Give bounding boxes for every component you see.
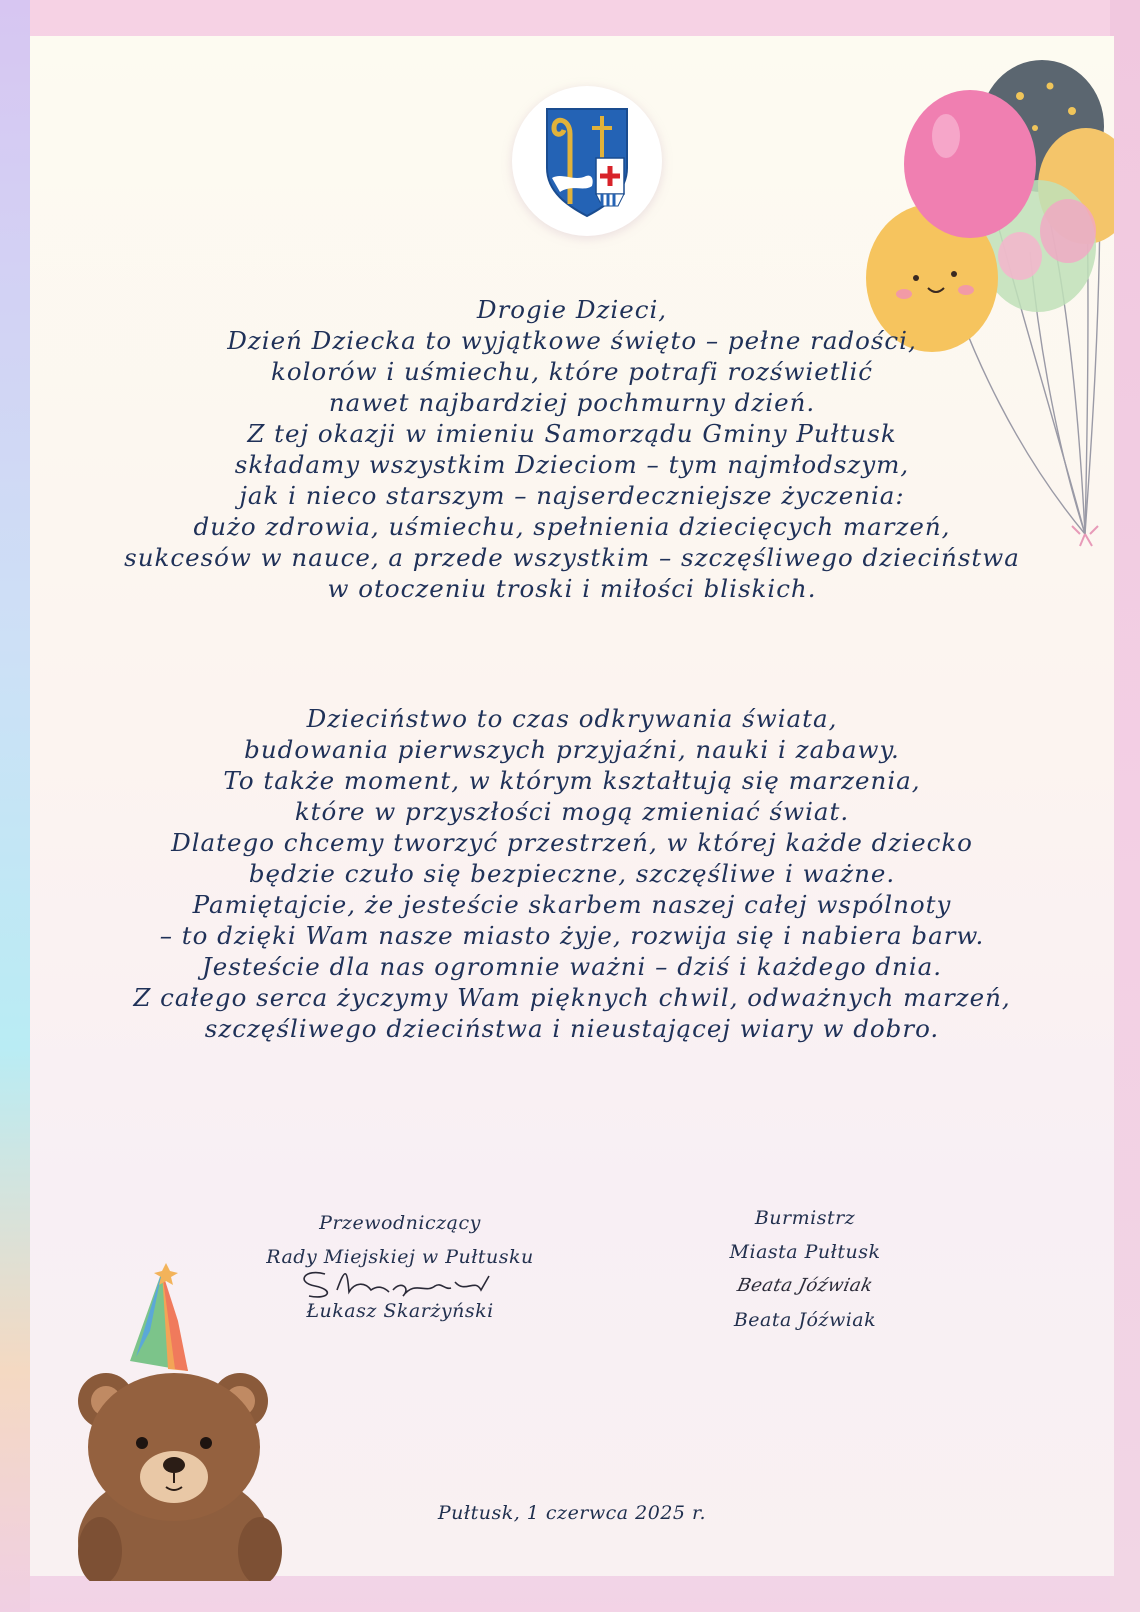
letter-line: To także moment, w którym kształtują się marzenia, <box>223 766 921 795</box>
letter-line: – to dzięki Wam nasze miasto żyje, rozwija się i nabiera barw. <box>159 921 985 950</box>
decorative-frame-right <box>1110 0 1140 1612</box>
letter-line: Pamiętajcie, że jesteście skarbem naszej całej wspólnoty <box>192 890 952 919</box>
handwritten-signature-right: Beata Jóźwiak <box>735 1275 875 1296</box>
signature-title: Burmistrz <box>754 1207 856 1229</box>
coat-of-arms-icon <box>544 106 630 218</box>
teddy-bear-icon <box>70 1261 300 1581</box>
signature-block-right <box>680 1201 930 1337</box>
signature-title: Przewodniczący <box>319 1212 481 1234</box>
signature-title: Miasta Pułtusk <box>729 1241 881 1263</box>
signature-name: Łukasz Skarżyński <box>306 1300 494 1322</box>
letter-line: sukcesów w nauce, a przede wszystkim – szczęśliwego dzieciństwa <box>124 543 1020 572</box>
letter-line: składamy wszystkim Dzieciom – tym najmłodszym, <box>234 450 910 479</box>
crest-badge <box>512 86 662 236</box>
letter-line: jak i nieco starszym – najserdeczniejsze życzenia: <box>239 481 905 510</box>
signature-name: Beata Jóźwiak <box>733 1309 877 1331</box>
letter-line: budowania pierwszych przyjaźni, nauki i zabawy. <box>244 735 900 764</box>
letter-line: Drogie Dzieci, <box>476 295 668 324</box>
letter-line: nawet najbardziej pochmurny dzień. <box>328 388 816 417</box>
letter-line: Dlatego chcemy tworzyć przestrzeń, w której każde dziecko <box>171 828 973 857</box>
letter-line: szczęśliwego dzieciństwa i nieustającej wiary w dobro. <box>204 1014 940 1043</box>
place-and-date: Pułtusk, 1 czerwca 2025 r. <box>437 1502 707 1524</box>
letter-line: Dzieciństwo to czas odkrywania świata, <box>306 704 838 733</box>
letter-paper <box>30 36 1114 1576</box>
decorative-frame-left <box>0 0 30 1612</box>
letter-line: w otoczeniu troski i miłości bliskich. <box>327 574 817 603</box>
letter-line: Jesteście dla nas ogromnie ważni – dziś i każdego dnia. <box>201 952 943 981</box>
signature-title: Rady Miejskiej w Pułtusku <box>266 1246 534 1268</box>
letter-line: będzie czuło się bezpieczne, szczęśliwe i ważne. <box>248 859 896 888</box>
letter-line: Dzień Dziecka to wyjątkowe święto – pełne radości, <box>227 326 917 355</box>
letter-paragraph-2 <box>30 703 1114 1044</box>
letter-paragraph-1 <box>30 294 1114 604</box>
letter-line: Z tej okazji w imieniu Samorządu Gminy Pułtusk <box>247 419 897 448</box>
letter-line: które w przyszłości mogą zmieniać świat. <box>294 797 850 826</box>
letter-line: kolorów i uśmiechu, które potrafi rozświetlić <box>270 357 874 386</box>
letter-line: Z całego serca życzymy Wam pięknych chwil, odważnych marzeń, <box>133 983 1011 1012</box>
letter-line: dużo zdrowia, uśmiechu, spełnienia dziecięcych marzeń, <box>193 512 951 541</box>
